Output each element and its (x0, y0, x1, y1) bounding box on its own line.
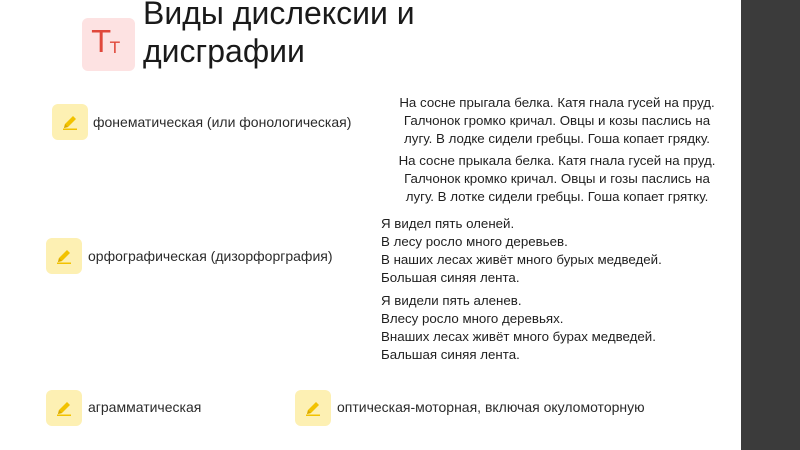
text-size-icon (82, 18, 135, 71)
text-line: Большая синяя лента. (381, 270, 520, 285)
item-agrammatic-label: аграмматическая (88, 399, 202, 415)
title-icon-big-letter: T (92, 25, 111, 60)
text-line: На сосне прыгала белка. Катя гнала гусей на пруд. (399, 95, 715, 110)
text-line: Я видел пять оленей. (381, 216, 515, 231)
text-line: На сосне прыкала белка. Катя гнала гусей на пруд. (398, 153, 716, 168)
item-orthographic-label: орфографическая (дизорфорграфия) (88, 248, 333, 264)
pencil-icon (295, 390, 331, 426)
text-line: В наших лесах живёт много бурых медведей. (381, 252, 662, 267)
text-line: лугу. В лодке сидели гребцы. Гоша копает грядку. (404, 131, 710, 146)
text-line: Галчонок громко кричал. Овцы и козы паслись на (403, 113, 711, 128)
item-optical-label: оптическая-моторная, включая окуломоторную (337, 399, 645, 415)
text-line: Внаших лесах живёт много бурах медведей. (381, 329, 656, 344)
text-line: Бальшая синяя лента. (381, 347, 520, 362)
text-line: лугу. В лотке сидели гребцы. Гоша копает грятку. (405, 189, 709, 204)
page-title-line-1: Виды дислексии и (143, 0, 415, 31)
phonemic-error-text (374, 152, 740, 206)
page-title-line-2: дисграфии (143, 33, 305, 69)
phonemic-correct-text (374, 94, 740, 148)
pencil-icon (52, 104, 88, 140)
orthographic-error-text (381, 292, 656, 364)
page-title (143, 0, 415, 70)
scrollbar[interactable] (741, 0, 800, 450)
pencil-icon (46, 238, 82, 274)
text-line: Галчонок кромко кричал. Овцы и гозы паслись на (404, 171, 710, 186)
text-line: Я видели пять аленев. (381, 293, 522, 308)
item-phonemic-label: фонематическая (или фонологическая) (93, 114, 352, 130)
text-line: Влесу росло много деревьях. (381, 311, 564, 326)
pencil-icon (46, 390, 82, 426)
title-icon-small-letter: T (110, 38, 120, 57)
text-line: В лесу росло много деревьев. (381, 234, 568, 249)
orthographic-correct-text (381, 215, 662, 287)
